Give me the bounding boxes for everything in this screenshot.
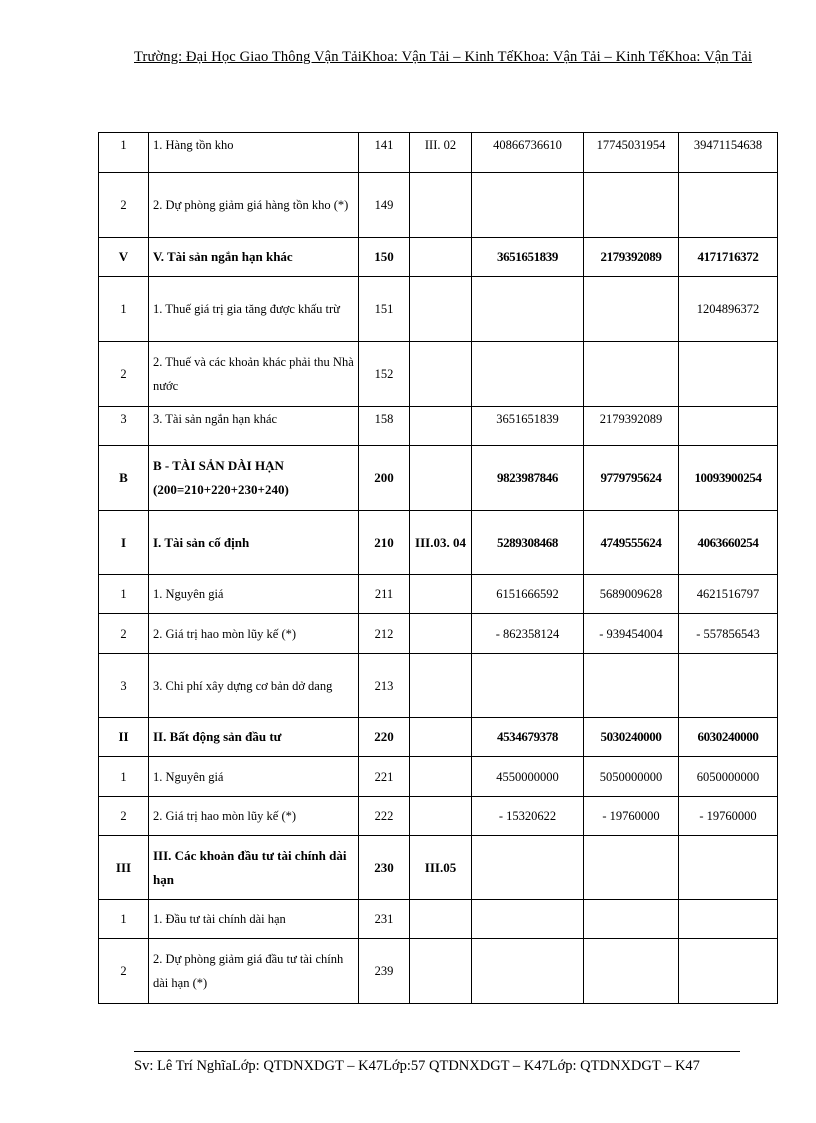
row-code: 213 [359,654,410,718]
row-note [410,939,472,1004]
row-code: 212 [359,614,410,654]
table-row [99,511,778,575]
footer-divider [134,1051,740,1052]
table-row [99,238,778,277]
row-value-2 [584,342,679,407]
row-value-3 [679,654,778,718]
row-code: 230 [359,836,410,900]
row-number: 2 [99,797,149,836]
row-value-3 [679,939,778,1004]
row-value-3: 4171716372 [679,238,778,277]
row-item-name: 1. Thuế giá trị gia tăng được khấu trừ [149,277,359,342]
row-value-3: 6030240000 [679,718,778,757]
row-code: 210 [359,511,410,575]
row-value-1: 5289308468 [472,511,584,575]
table-row [99,654,778,718]
row-number: 3 [99,407,149,446]
row-item-name: 1. Nguyên giá [149,575,359,614]
row-note [410,718,472,757]
row-note [410,900,472,939]
row-value-2 [584,277,679,342]
header-text: Trường: Đại Học Giao Thông Vận TảiKhoa: Vận Tải – Kinh TếKhoa: Vận Tải – Kinh TếKhoa: Vận Tải [134,49,752,65]
page-footer [134,1058,816,1075]
row-code: 231 [359,900,410,939]
row-number: 2 [99,173,149,238]
row-code: 149 [359,173,410,238]
row-note [410,575,472,614]
row-value-1: 9823987846 [472,446,584,511]
row-note: III. 02 [410,133,472,173]
row-value-3: 4063660254 [679,511,778,575]
row-value-3: 6050000000 [679,757,778,797]
row-item-name: 2. Thuế và các khoản khác phải thu Nhà nước [149,342,359,407]
table-row [99,133,778,173]
row-value-3: 10093900254 [679,446,778,511]
row-value-1 [472,900,584,939]
row-code: 158 [359,407,410,446]
row-code: 141 [359,133,410,173]
row-note [410,446,472,511]
table-row [99,575,778,614]
row-item-name: 2. Giá trị hao mòn lũy kế (*) [149,797,359,836]
row-value-1 [472,939,584,1004]
row-value-2: 4749555624 [584,511,679,575]
table-row [99,797,778,836]
row-value-1: 40866736610 [472,133,584,173]
row-value-2 [584,654,679,718]
row-value-1: 3651651839 [472,407,584,446]
table-row [99,407,778,446]
row-code: 220 [359,718,410,757]
row-note [410,277,472,342]
row-note: III.03. 04 [410,511,472,575]
row-item-name: 2. Dự phòng giảm giá đầu tư tài chính dài hạn (*) [149,939,359,1004]
row-value-3: 4621516797 [679,575,778,614]
row-number: 1 [99,277,149,342]
row-value-2: 17745031954 [584,133,679,173]
row-value-1 [472,342,584,407]
table-body [99,133,778,1004]
row-note [410,238,472,277]
page-header [134,49,816,66]
row-code: 150 [359,238,410,277]
row-item-name: III. Các khoản đầu tư tài chính dài hạn [149,836,359,900]
row-item-name: 1. Hàng tồn kho [149,133,359,173]
row-value-1 [472,836,584,900]
row-value-3 [679,173,778,238]
balance-sheet-table [98,132,778,1004]
row-value-3: - 557856543 [679,614,778,654]
table-row [99,173,778,238]
row-value-3: 39471154638 [679,133,778,173]
row-value-3 [679,342,778,407]
row-code: 152 [359,342,410,407]
row-value-1 [472,173,584,238]
row-value-2 [584,836,679,900]
row-value-1 [472,277,584,342]
row-value-1: 6151666592 [472,575,584,614]
row-value-2: - 19760000 [584,797,679,836]
row-number: 3 [99,654,149,718]
row-note [410,407,472,446]
table-row [99,836,778,900]
row-value-2 [584,939,679,1004]
row-number: 1 [99,575,149,614]
row-note [410,757,472,797]
row-note [410,342,472,407]
row-number: V [99,238,149,277]
table-row [99,446,778,511]
row-code: 151 [359,277,410,342]
row-value-2: - 939454004 [584,614,679,654]
row-item-name: B - TÀI SẢN DÀI HẠN (200=210+220+230+240) [149,446,359,511]
row-value-2: 5030240000 [584,718,679,757]
row-value-3 [679,900,778,939]
row-item-name: 2. Dự phòng giảm giá hàng tồn kho (*) [149,173,359,238]
row-note [410,614,472,654]
row-number: 1 [99,900,149,939]
row-value-2: 2179392089 [584,238,679,277]
row-value-3: 1204896372 [679,277,778,342]
row-value-2 [584,900,679,939]
row-value-1: - 15320622 [472,797,584,836]
row-note [410,173,472,238]
table-row [99,342,778,407]
row-value-2: 2179392089 [584,407,679,446]
row-code: 200 [359,446,410,511]
row-item-name: V. Tài sản ngắn hạn khác [149,238,359,277]
row-item-name: 1. Đầu tư tài chính dài hạn [149,900,359,939]
row-value-1: 4550000000 [472,757,584,797]
row-code: 211 [359,575,410,614]
row-code: 222 [359,797,410,836]
row-value-1: - 862358124 [472,614,584,654]
row-value-1: 3651651839 [472,238,584,277]
row-note [410,654,472,718]
row-number: 2 [99,342,149,407]
row-code: 221 [359,757,410,797]
row-value-3 [679,836,778,900]
row-value-3: - 19760000 [679,797,778,836]
row-number: I [99,511,149,575]
row-code: 239 [359,939,410,1004]
row-item-name: I. Tài sản cố định [149,511,359,575]
row-number: II [99,718,149,757]
row-number: 1 [99,757,149,797]
row-number: III [99,836,149,900]
row-note [410,797,472,836]
row-value-1 [472,654,584,718]
row-value-2: 5689009628 [584,575,679,614]
table-row [99,614,778,654]
footer-text: Sv: Lê Trí NghĩaLớp: QTDNXDGT – K47Lớp:57 QTDNXDGT – K47Lớp: QTDNXDGT – K47 [134,1058,700,1074]
row-item-name: II. Bất động sản đầu tư [149,718,359,757]
row-item-name: 3. Tài sản ngắn hạn khác [149,407,359,446]
row-value-2: 5050000000 [584,757,679,797]
table-row [99,718,778,757]
row-item-name: 2. Giá trị hao mòn lũy kế (*) [149,614,359,654]
row-number: B [99,446,149,511]
row-value-1: 4534679378 [472,718,584,757]
row-item-name: 1. Nguyên giá [149,757,359,797]
row-number: 1 [99,133,149,173]
table-row [99,900,778,939]
row-value-3 [679,407,778,446]
row-number: 2 [99,939,149,1004]
row-note: III.05 [410,836,472,900]
row-value-2 [584,173,679,238]
table-row [99,757,778,797]
table-row [99,277,778,342]
row-number: 2 [99,614,149,654]
table-row [99,939,778,1004]
row-item-name: 3. Chi phí xây dựng cơ bản dở dang [149,654,359,718]
row-value-2: 9779795624 [584,446,679,511]
